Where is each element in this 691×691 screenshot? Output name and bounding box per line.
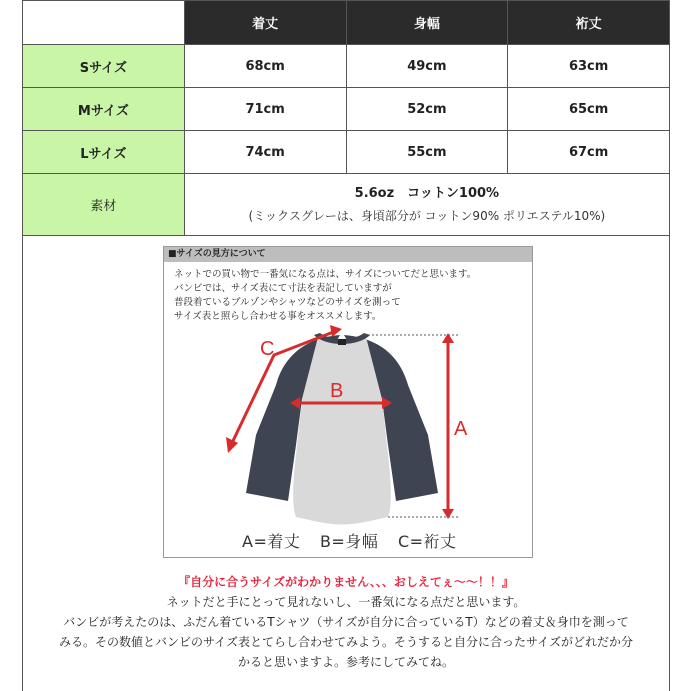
size-label: Lサイズ: [23, 131, 185, 173]
size-table: [22, 0, 670, 691]
raglan-shirt-diagram: [164, 325, 532, 525]
size-label: Sサイズ: [23, 45, 185, 87]
material-sub-text: (ミックスグレーは、身頃部分が コットン90% ポリエステル10%): [248, 208, 606, 223]
table-row: [23, 45, 670, 88]
size-value: 68cm: [185, 45, 347, 87]
guide-line: バンビでは、サイズ表にて寸法を表記していますが: [174, 283, 392, 294]
size-guide-panel: [163, 246, 533, 558]
size-value: 71cm: [185, 88, 347, 130]
note-line: かると思いますよ。参考にしてみてね。: [237, 655, 454, 669]
table-row: [23, 131, 670, 174]
note-line: バンビが考えたのは、ふだん着ているTシャツ（サイズが自分に合っているT）などの着丈＆身巾を測って: [63, 615, 629, 629]
size-value: 52cm: [347, 88, 509, 130]
label-c: C: [260, 338, 275, 360]
header-width: 身幅: [347, 1, 509, 44]
label-a: A: [454, 418, 468, 440]
label-b: B: [330, 380, 344, 402]
arrowhead: [330, 325, 342, 337]
guide-line: サイズ表と照らし合わせる事をオススメします。: [174, 311, 382, 322]
guide-title: ■サイズの見方について: [164, 247, 532, 262]
material-value: [185, 174, 670, 235]
size-value: 63cm: [508, 45, 670, 87]
size-value: 55cm: [347, 131, 509, 173]
note-line: ネットだと手にとって見れないし、一番気になる点だと思います。: [166, 595, 526, 609]
size-guide-row: [23, 236, 670, 691]
size-label: Mサイズ: [23, 88, 185, 130]
table-header-row: [23, 1, 670, 45]
size-value: 67cm: [508, 131, 670, 173]
neck-label: [338, 339, 346, 345]
arrowhead: [226, 437, 238, 453]
guide-caption: [242, 529, 471, 552]
table-row: [23, 88, 670, 131]
size-value: 49cm: [347, 45, 509, 87]
material-label: 素材: [23, 174, 185, 235]
guide-text: [164, 262, 532, 324]
guide-line: 普段着ているブルゾンやシャツなどのサイズを測って: [174, 297, 401, 308]
material-main-text: 5.6oz コットン100%: [354, 185, 500, 201]
size-value: 74cm: [185, 131, 347, 173]
header-sleeve: 裄丈: [508, 1, 670, 44]
caption-b: B=身幅: [319, 532, 379, 551]
material-row: [23, 174, 670, 236]
note-line: みる。その数値とバンビのサイズ表とてらし合わせてみよう。そうすると自分に合ったサイズがどれだか分: [58, 635, 634, 649]
size-value: 65cm: [508, 88, 670, 130]
caption-a: A=着丈: [242, 532, 301, 551]
caption-c: C=裄丈: [397, 532, 457, 551]
header-blank-cell: [23, 1, 185, 44]
size-advice-note: [23, 572, 669, 672]
header-length: 着丈: [185, 1, 347, 44]
guide-line: ネットでの買い物で一番気になる点は、サイズについてだと思います。: [174, 269, 477, 280]
note-headline: 『自分に合うサイズがわかりません、、、おしえてぇ～～！！』: [178, 575, 514, 589]
